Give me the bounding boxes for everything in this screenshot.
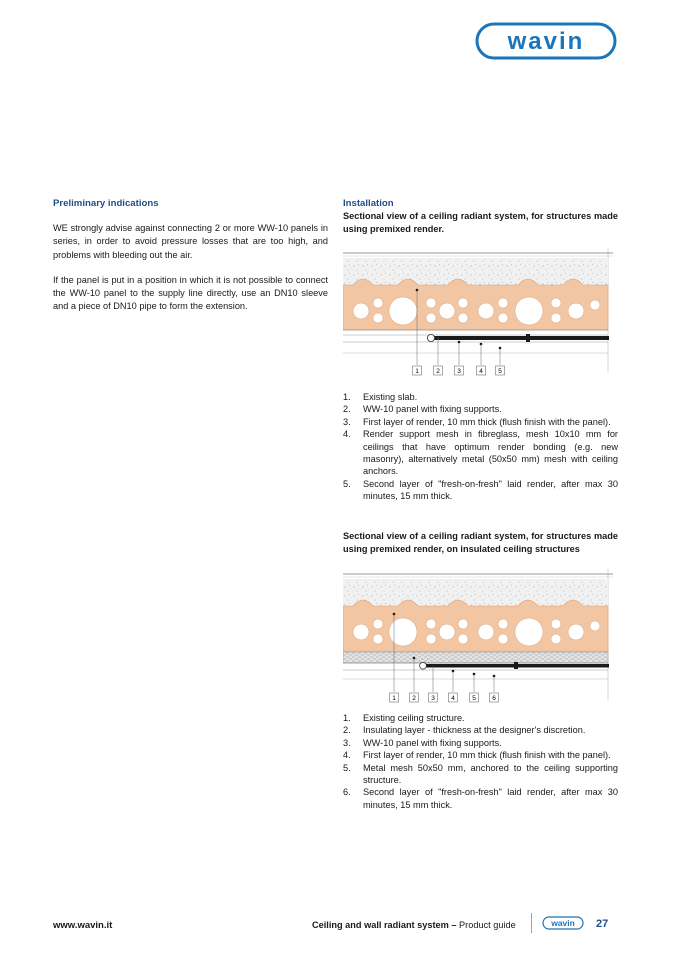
list-item: 1. Existing slab. — [343, 392, 418, 402]
section2-caption: Sectional view of a ceiling radiant system, for structures made using premixed render, on insulated ceiling structures — [343, 531, 618, 555]
list-item: 3. First layer of render, 10 mm thick (flush finish with the panel). — [343, 416, 611, 427]
svg-text:6: 6 — [492, 695, 496, 702]
svg-text:4: 4 — [479, 368, 483, 375]
list-item: 4. Render support mesh in fibreglass, mesh 10x10 mm for ceilings that have optimum render bonding (e.g. new masonry), alternatively metal (50x50 mm) mesh with ceiling anchors. — [343, 429, 618, 477]
svg-text:4: 4 — [451, 695, 455, 702]
ceiling-section-diagram-2 — [343, 566, 613, 708]
preliminary-heading: Preliminary indications — [53, 198, 159, 209]
callout-2 — [410, 693, 419, 702]
callout-2 — [434, 366, 443, 375]
callout-5 — [470, 693, 479, 702]
svg-text:2: 2 — [412, 695, 416, 702]
list-item: 1. Existing ceiling structure. — [343, 713, 465, 723]
ceiling-section-diagram-1 — [343, 245, 613, 380]
section2-list — [343, 712, 618, 811]
svg-text:3: 3 — [457, 368, 461, 375]
callout-3 — [455, 366, 464, 375]
wavin-logo — [475, 22, 617, 60]
wavin-logo-text: wavin — [507, 28, 585, 55]
list-item: 2. WW-10 panel with fixing supports. — [343, 404, 502, 415]
footer-url[interactable]: www.wavin.it — [53, 920, 113, 931]
callout-6 — [490, 693, 499, 702]
callout-1 — [390, 693, 399, 702]
list-item: 2. Insulating layer - thickness at the designer's discretion. — [343, 725, 586, 736]
list-item: 6. Second layer of "fresh-on-fresh" laid render, after max 30 minutes, 15 mm thick. — [343, 787, 618, 810]
callout-4 — [477, 366, 486, 375]
list-item: 4. First layer of render, 10 mm thick (flush finish with the panel). — [343, 750, 611, 761]
svg-text:1: 1 — [415, 368, 419, 375]
svg-text:5: 5 — [472, 695, 476, 702]
callout-1 — [413, 366, 422, 375]
list-item: 3. WW-10 panel with fixing supports. — [343, 737, 502, 748]
installation-section — [343, 197, 618, 237]
svg-text:wavin: wavin — [551, 918, 575, 928]
footer-wavin-logo — [542, 916, 584, 930]
section1-list — [343, 391, 618, 503]
svg-text:5: 5 — [498, 368, 502, 375]
callout-5 — [496, 366, 505, 375]
preliminary-paragraph-1: WE strongly advise against connecting 2 or more WW-10 panels in series, in order to avoid pressure losses that are too high, and problems with bleeding out the air. — [53, 223, 328, 260]
preliminary-section — [53, 197, 328, 325]
section1-caption: Sectional view of a ceiling radiant system, for structures made using premixed render. — [343, 211, 618, 235]
callout-4 — [449, 693, 458, 702]
callout-3 — [429, 693, 438, 702]
page-number: 27 — [596, 918, 609, 930]
svg-text:1: 1 — [392, 695, 396, 702]
list-item: 5. Second layer of "fresh-on-fresh" laid render, after max 30 minutes, 15 mm thick. — [343, 478, 618, 502]
installation-heading: Installation — [343, 198, 394, 209]
svg-text:2: 2 — [436, 368, 440, 375]
list-item: 5. Metal mesh 50x50 mm, anchored to the ceiling supporting structure. — [343, 762, 618, 786]
preliminary-paragraph-2: If the panel is put in a position in which it is not possible to connect the WW-10 panel to the supply line directly, use an DN10 sleeve and a piece of DN10 pipe to form the extension. — [53, 274, 328, 312]
svg-text:3: 3 — [431, 695, 435, 702]
footer-title: Ceiling and wall radiant system – Product guide — [312, 920, 516, 930]
footer-divider — [531, 913, 532, 933]
